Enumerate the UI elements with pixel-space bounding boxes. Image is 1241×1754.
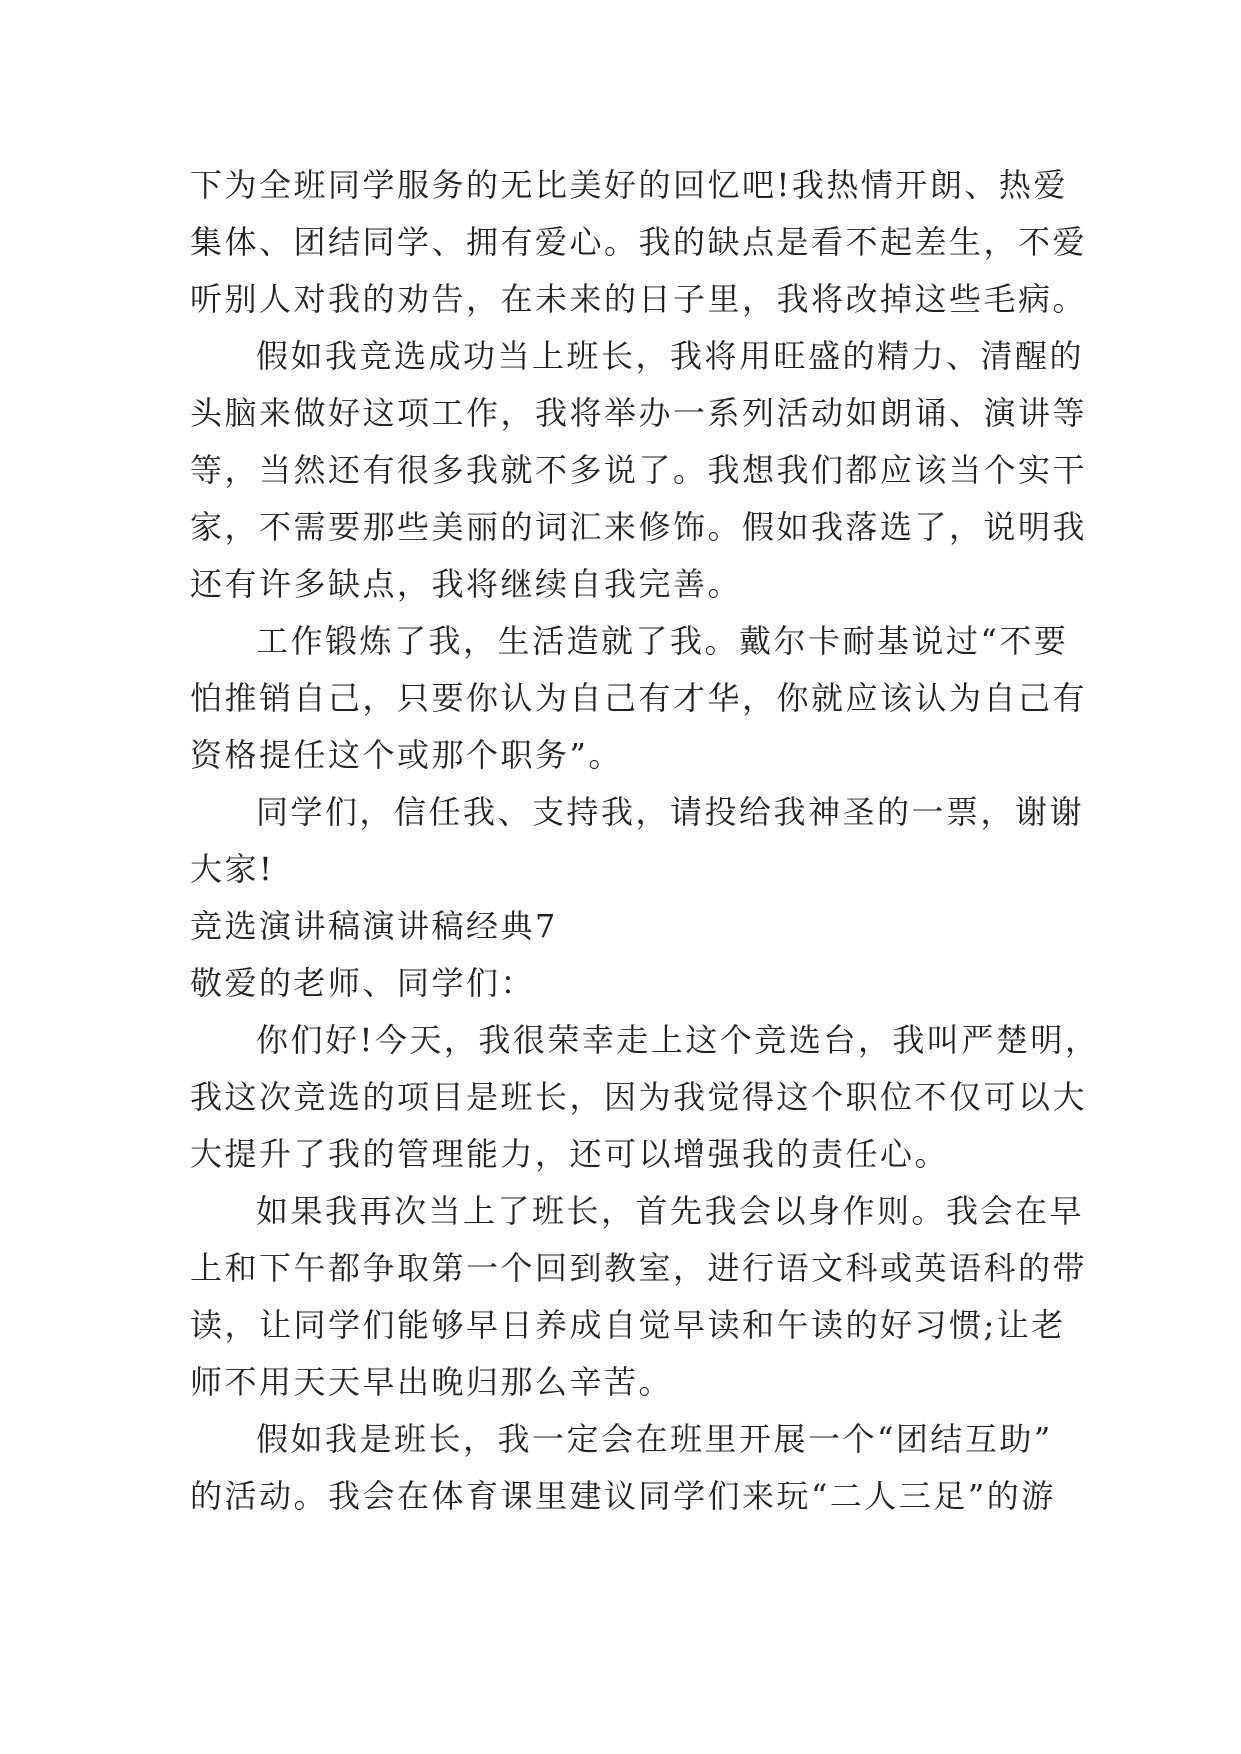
text-line: 假如我是班长，我一定会在班里开展一个“团结互助” bbox=[256, 1420, 1053, 1458]
text-line: 的活动。我会在体育课里建议同学们来玩“二人三足”的游 bbox=[190, 1477, 1056, 1515]
text-line: 家，不需要那些美丽的词汇来修饰。假如我落选了，说明我 bbox=[190, 508, 1088, 546]
text-line: 竞选演讲稿演讲稿经典7 bbox=[190, 907, 558, 945]
text-line: 上和下午都争取第一个回到教室，进行语文科或英语科的带 bbox=[190, 1249, 1088, 1287]
text-line: 同学们，信任我、支持我，请投给我神圣的一票，谢谢 bbox=[256, 793, 1085, 831]
text-line: 假如我竞选成功当上班长，我将用旺盛的精力、清醒的 bbox=[256, 337, 1085, 375]
text-line: 如果我再次当上了班长，首先我会以身作则。我会在早 bbox=[256, 1192, 1085, 1230]
text-line: 头脑来做好这项工作，我将举办一系列活动如朗诵、演讲等 bbox=[190, 394, 1088, 432]
text-line: 还有许多缺点，我将继续自我完善。 bbox=[190, 565, 743, 603]
text-line: 大提升了我的管理能力，还可以增强我的责任心。 bbox=[190, 1135, 950, 1173]
document-body bbox=[190, 157, 1100, 1525]
text-line: 敬爱的老师、同学们： bbox=[190, 964, 536, 1002]
text-line: 我这次竞选的项目是班长，因为我觉得这个职位不仅可以大 bbox=[190, 1078, 1088, 1116]
text-line: 下为全班同学服务的无比美好的回忆吧!我热情开朗、热爱 bbox=[190, 166, 1068, 204]
text-line: 怕推销自己，只要你认为自己有才华，你就应该认为自己有 bbox=[190, 679, 1088, 717]
text-line: 大家! bbox=[190, 850, 275, 888]
text-line: 你们好!今天，我很荣幸走上这个竞选台，我叫严楚明， bbox=[256, 1021, 1100, 1059]
text-line: 资格提任这个或那个职务”。 bbox=[190, 736, 623, 774]
text-line: 等，当然还有很多我就不多说了。我想我们都应该当个实干 bbox=[190, 451, 1088, 489]
text-line: 听别人对我的劝告，在未来的日子里，我将改掉这些毛病。 bbox=[190, 280, 1088, 318]
text-line: 师不用天天早出晚归那么辛苦。 bbox=[190, 1363, 674, 1401]
text-line: 工作锻炼了我，生活造就了我。戴尔卡耐基说过“不要 bbox=[256, 622, 1069, 660]
text-line: 集体、团结同学、拥有爱心。我的缺点是看不起差生，不爱 bbox=[190, 223, 1088, 261]
text-line: 读，让同学们能够早日养成自觉早读和午读的好习惯;让老 bbox=[190, 1306, 1066, 1344]
